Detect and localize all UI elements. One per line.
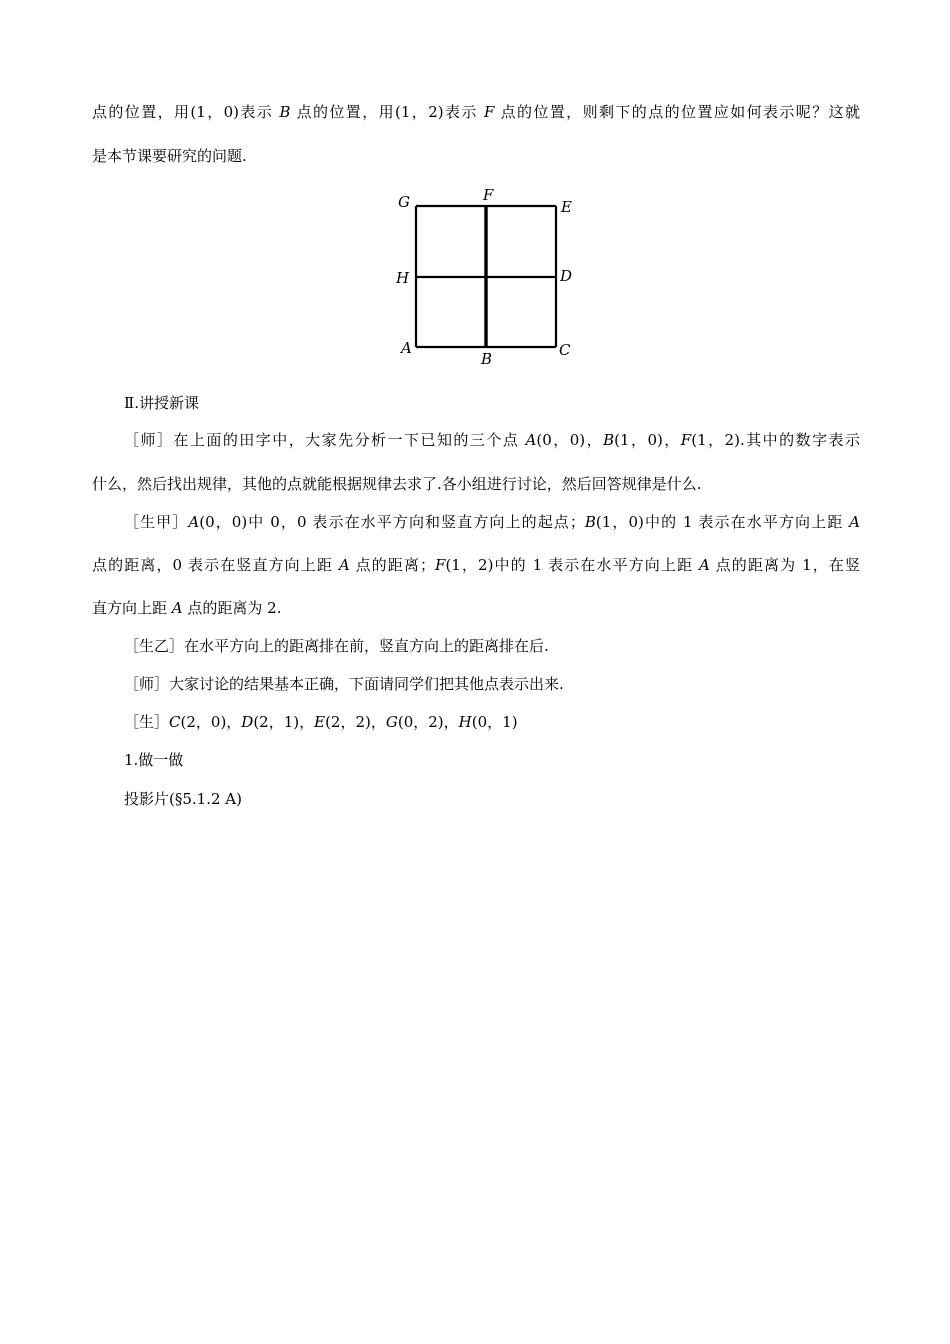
student-a-line-3 (92, 598, 860, 618)
italic-variable: A (188, 513, 200, 531)
text-run: 点的距离； (349, 556, 436, 574)
italic-variable: A (171, 599, 183, 617)
label-h: H (396, 269, 410, 287)
text-run: ［生甲］ (124, 513, 189, 531)
label-b: B (481, 350, 493, 368)
student-a-line-1 (124, 512, 860, 532)
teacher-line-1 (124, 430, 860, 450)
text-run: ［师］大家讨论的结果基本正确，下面请同学们把其他点表示出来. (124, 675, 564, 693)
label-d: D (560, 267, 573, 285)
activity-title (124, 750, 892, 770)
text-run: (1，2).其中的数字表示 (691, 431, 861, 449)
text-run: (0，0)中 0，0 表示在水平方向和竖直方向上的起点； (199, 513, 585, 531)
text-run: 点的位置，用(1，2)表示 (290, 103, 484, 121)
italic-variable: E (314, 713, 326, 731)
italic-variable: A (338, 556, 350, 574)
label-e: E (561, 198, 572, 216)
text-run: 1.做一做 (124, 751, 184, 769)
text-run: 是本节课要研究的问题. (92, 147, 247, 165)
label-c: C (559, 341, 571, 359)
italic-variable: B (603, 431, 615, 449)
teacher-line-2 (92, 474, 860, 494)
text-run: 点的位置，则剩下的点的位置应如何表示呢？这就 (494, 103, 861, 121)
italic-variable: F (483, 103, 495, 121)
student-answer-line (124, 712, 892, 732)
text-run: ［生乙］在水平方向上的距离排在前，竖直方向上的距离排在后. (124, 637, 549, 655)
text-run: (1，0)中的 1 表示在水平方向上距 (595, 513, 850, 531)
italic-variable: H (458, 713, 472, 731)
text-run: ［生］ (124, 713, 170, 731)
text-run: 什么，然后找出规律，其他的点就能根据规律去求了.各小组进行讨论，然后回答规律是什么. (92, 475, 702, 493)
italic-variable: F (435, 556, 446, 574)
italic-variable: D (241, 713, 254, 731)
text-run: (0，0)， (536, 431, 604, 449)
intro-line-1 (92, 102, 860, 122)
label-g: G (398, 193, 410, 211)
text-run: (2，0)， (180, 713, 242, 731)
student-a-line-2 (92, 555, 860, 575)
label-f: F (483, 186, 494, 204)
italic-variable: G (385, 713, 398, 731)
text-run: 投影片(§5.1.2 A) (124, 790, 242, 808)
italic-variable: B (279, 103, 291, 121)
text-run: (0，2)， (397, 713, 459, 731)
text-run: (1，2)中的 1 表示在水平方向上距 (445, 556, 699, 574)
italic-variable: B (584, 513, 596, 531)
text-run: Ⅱ.讲授新课 (124, 394, 199, 412)
text-run: 点的距离为 2. (182, 599, 282, 617)
label-a: A (401, 339, 412, 357)
text-run: (1，0)， (614, 431, 681, 449)
intro-line-2 (92, 146, 860, 166)
text-run: ［师］在上面的田字中，大家先分析一下已知的三个点 (124, 431, 526, 449)
text-run: (2，2)， (325, 713, 386, 731)
italic-variable: A (525, 431, 537, 449)
text-run: (0，1) (471, 713, 518, 731)
text-run: 直方向上距 (92, 599, 172, 617)
italic-variable: A (849, 513, 860, 531)
text-run: (2，1)， (253, 713, 315, 731)
text-run: 点的距离为 1，在竖 (709, 556, 860, 574)
italic-variable: A (698, 556, 710, 574)
italic-variable: C (169, 713, 181, 731)
italic-variable: F (680, 431, 692, 449)
tian-grid-figure (390, 182, 590, 372)
teacher-line-3 (124, 674, 892, 694)
section-heading (124, 393, 892, 413)
text-run: 点的位置，用(1，0)表示 (92, 103, 280, 121)
text-run: 点的距离，0 表示在竖直方向上距 (92, 556, 339, 574)
student-b-line (124, 636, 892, 656)
slide-reference (124, 789, 892, 809)
